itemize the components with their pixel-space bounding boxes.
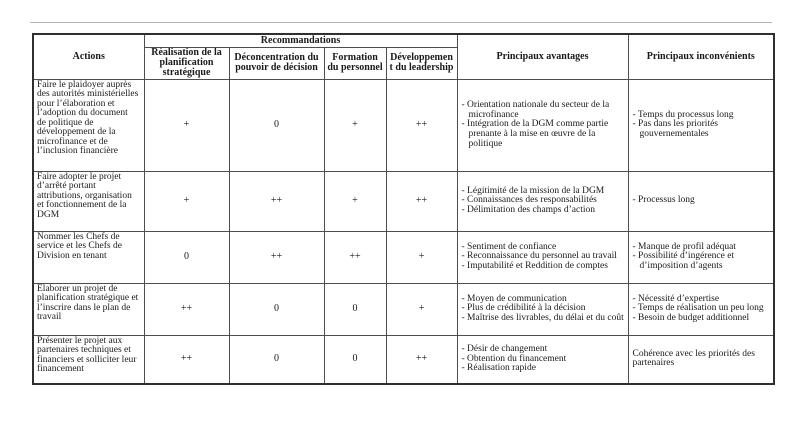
avantage-item: - Désir de changement (461, 343, 548, 354)
inconvenients-cell (628, 231, 774, 283)
inconvenient-item: - Manque de profil adéquat (632, 241, 736, 252)
inconvenient-item: - Temps de réalisation un peu long (632, 303, 764, 314)
avantage-item: - Plus de crédibilité à la décision (461, 303, 586, 314)
avantage-item: - Légitimité de la mission de la DGM (461, 185, 605, 196)
rating-cell: 0 (144, 231, 229, 283)
rating-cell: ++ (144, 335, 229, 384)
rating-cell: ++ (386, 171, 457, 231)
rating-cell: ++ (324, 231, 386, 283)
avantages-cell (457, 171, 628, 231)
column-header-realisation-planification: Réalisation de la planification stratégique (144, 47, 229, 79)
rating-cell: + (324, 79, 386, 171)
rating-cell: + (324, 171, 386, 231)
avantage-item: - Orientation nationale du secteur de la microfinance (461, 99, 610, 120)
rating-cell: ++ (386, 79, 457, 171)
inconvenient-item: Cohérence avec les priorités des partenaires (632, 348, 755, 369)
rating-cell: ++ (386, 335, 457, 384)
action-cell: Faire le plaidoyer auprès des autorités ministérielles pour l’élaboration et l’adoption du document de politique de développement de la microfinance et de l’inclusion financière (33, 79, 144, 171)
action-cell: Élaborer un projet de planification stratégique et l’inscrire dans le plan de travail (33, 283, 144, 335)
column-header-actions: Actions (33, 34, 144, 79)
avantages-cell (457, 283, 628, 335)
rating-cell: 0 (229, 283, 324, 335)
avantages-cell (457, 79, 628, 171)
column-header-formation-personnel: Formation du personnel (324, 47, 386, 79)
avantages-cell (457, 335, 628, 384)
inconvenient-item: - Pas dans les priorités gouvernementales (632, 119, 719, 140)
action-cell: Présenter le projet aux partenaires techniques et financiers et solliciter leur financement (33, 335, 144, 384)
action-cell: Nommer les Chefs de service et les Chefs de Division en tenant (33, 231, 144, 283)
table-row (33, 79, 774, 171)
avantage-item: - Sentiment de confiance (461, 241, 557, 252)
avantage-item: - Obtention du financement (461, 353, 567, 364)
table-row (33, 231, 774, 283)
avantage-item: - Maîtrise des livrables, du délai et du coût (461, 313, 624, 324)
rating-cell: 0 (324, 283, 386, 335)
avantage-item: - Délimitation des champs d’action (461, 205, 596, 216)
column-header-developpement-leadership: Développement du leadership (386, 47, 457, 79)
avantages-cell (457, 231, 628, 283)
column-header-principaux-avantages: Principaux avantages (457, 34, 628, 79)
inconvenient-item: - Nécessité d’expertise (632, 293, 720, 304)
rating-cell: ++ (229, 231, 324, 283)
avantage-item: - Connaissances des responsabilités (461, 195, 597, 206)
inconvenient-item: - Temps du processus long (632, 109, 734, 120)
recommendations-table (32, 33, 775, 385)
avantage-item: - Reconnaissance du personnel au travail (461, 251, 617, 262)
rating-cell: ++ (144, 283, 229, 335)
avantage-item: - Réalisation rapide (461, 363, 536, 374)
rating-cell: ++ (229, 171, 324, 231)
inconvenient-item: - Besoin de budget additionnel (632, 313, 750, 324)
avantage-item: - Imputabilité et Reddition de comptes (461, 261, 608, 272)
table-row (33, 283, 774, 335)
header-row-group (33, 34, 774, 47)
rating-cell: 0 (229, 79, 324, 171)
table-row (33, 171, 774, 231)
top-rule (30, 22, 772, 23)
inconvenients-cell (628, 79, 774, 171)
rating-cell: + (386, 283, 457, 335)
rating-cell: 0 (324, 335, 386, 384)
avantage-item: - Moyen de communication (461, 293, 567, 304)
rating-cell: 0 (229, 335, 324, 384)
avantage-item: - Intégration de la DGM comme partie prenante à la mise en œuvre de la politique (461, 119, 609, 149)
column-group-header-recommandations: Recommandations (144, 34, 457, 47)
table-row (33, 335, 774, 384)
inconvenient-item: - Processus long (632, 195, 695, 206)
column-header-deconcentration-pouvoir: Déconcentration du pouvoir de décision (229, 47, 324, 79)
rating-cell: + (144, 79, 229, 171)
column-header-principaux-inconvenients: Principaux inconvénients (628, 34, 774, 79)
action-cell: Faire adopter le projet d’arrêté portant attributions, organisation et fonctionnement de la DGM (33, 171, 144, 231)
rating-cell: + (144, 171, 229, 231)
inconvenients-cell (628, 171, 774, 231)
rating-cell: + (386, 231, 457, 283)
inconvenient-item: - Possibilité d’ingérence et d’imposition d’agents (632, 251, 735, 272)
inconvenients-cell (628, 335, 774, 384)
inconvenients-cell (628, 283, 774, 335)
